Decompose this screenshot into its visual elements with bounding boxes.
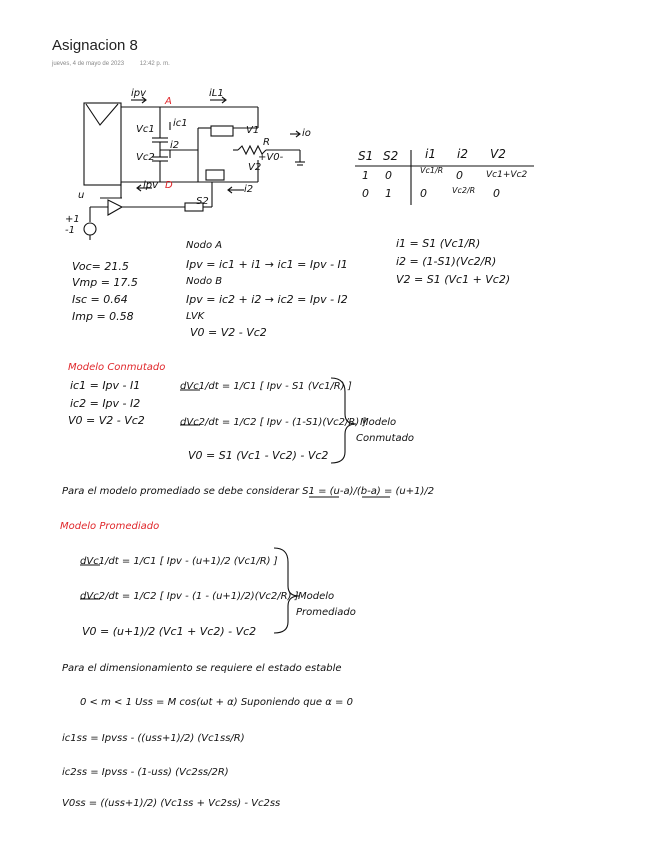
label-v0: +V0- xyxy=(258,152,284,163)
table-header-s1: S1 xyxy=(358,149,374,163)
label-v2: V2 xyxy=(248,162,262,173)
current-i1: i1 = S1 (Vc1/R) xyxy=(396,237,481,250)
table-cell: Vc1/R xyxy=(420,166,444,175)
label-node-a: A xyxy=(165,96,172,107)
steady-eq-1: ic1ss = Ipvss - ((uss+1)/2) (Vc1ss/R) xyxy=(62,733,245,744)
label-s2: S2 xyxy=(196,196,209,207)
table-cell: 0 xyxy=(493,187,500,200)
page-title: Asignacion 8 xyxy=(52,37,138,54)
node-a-equation: Ipv = ic1 + i1 → ic1 = Ipv - I1 xyxy=(186,258,348,271)
table-header-i2: i2 xyxy=(457,147,468,161)
node-b-heading: Nodo B xyxy=(186,276,223,287)
lvk-equation: V0 = V2 - Vc2 xyxy=(190,326,267,339)
table-header-s2: S2 xyxy=(383,149,399,163)
table-cell: 0 xyxy=(362,187,369,200)
switched-brace-label-2: Conmutado xyxy=(356,433,415,444)
steady-condition: 0 < m < 1 Uss = M cos(ωt + α) Suponiendo que α = 0 xyxy=(80,697,353,708)
table-cell: 1 xyxy=(362,169,369,182)
switched-left-2: ic2 = Ipv - I2 xyxy=(70,397,141,410)
table-cell: Vc2/R xyxy=(452,186,476,195)
averaged-model-heading: Modelo Promediado xyxy=(60,521,160,532)
switched-eq-2: dVc2/dt = 1/C2 [ Ipv - (1-S1)(Vc2/R) ] xyxy=(180,417,367,428)
table-cell: Vc1+Vc2 xyxy=(486,170,528,180)
table-cell: 0 xyxy=(420,187,427,200)
steady-eq-2: ic2ss = Ipvss - (1-uss) (Vc2ss/2R) xyxy=(62,767,229,778)
label-v1: V1 xyxy=(246,125,260,136)
label-u: u xyxy=(78,190,85,201)
averaged-eq-2: dVc2/dt = 1/C2 [ Ipv - (1 - (u+1)/2)(Vc2/R) ] xyxy=(80,591,299,602)
node-b-equation: Ipv = ic2 + i2 → ic2 = Ipv - I2 xyxy=(186,293,348,306)
label-r: R xyxy=(263,137,270,148)
label-vc2: Vc2 xyxy=(136,152,155,163)
label-i2-bottom: i2 xyxy=(244,184,254,195)
table-cell: 0 xyxy=(385,169,392,182)
param-imp: Imp = 0.58 xyxy=(72,310,134,323)
averaged-eq-3: V0 = (u+1)/2 (Vc1 + Vc2) - Vc2 xyxy=(82,625,257,638)
label-plus1: +1 xyxy=(65,214,80,225)
steady-eq-3: V0ss = ((uss+1)/2) (Vc1ss + Vc2ss) - Vc2ss xyxy=(62,798,281,809)
steady-state-sentence: Para el dimensionamiento se requiere el estado estable xyxy=(62,663,342,674)
table-header-i1: i1 xyxy=(425,147,436,161)
current-i2: i2 = (1-S1)(Vc2/R) xyxy=(396,255,497,268)
averaged-brace-label-2: Promediado xyxy=(296,607,356,618)
label-ipv-bottom: ipv xyxy=(143,180,159,191)
label-il1: iL1 xyxy=(209,88,224,99)
table-cell: 1 xyxy=(385,187,392,200)
label-ipv: ipv xyxy=(131,88,147,99)
table-cell: 0 xyxy=(456,169,463,182)
page-time: 12:42 p. m. xyxy=(139,61,170,67)
averaged-brace-label-1: Modelo xyxy=(298,591,335,602)
node-a-heading: Nodo A xyxy=(186,240,223,251)
label-minus1: -1 xyxy=(65,225,75,236)
label-node-d: D xyxy=(165,180,173,191)
param-vmp: Vmp = 17.5 xyxy=(72,276,138,289)
voltage-v2: V2 = S1 (Vc1 + Vc2) xyxy=(396,273,511,286)
averaging-sentence: Para el modelo promediado se debe considerar S1 = (u-a)/(b-a) = (u+1)/2 xyxy=(62,486,435,497)
switched-left-1: ic1 = Ipv - I1 xyxy=(70,379,141,392)
label-i2-mid: i2 xyxy=(170,140,180,151)
switched-eq-1: dVc1/dt = 1/C1 [ Ipv - S1 (Vc1/R) ] xyxy=(180,381,352,392)
switched-model-heading: Modelo Conmutado xyxy=(68,362,166,373)
label-io: io xyxy=(302,128,311,139)
label-vc1: Vc1 xyxy=(136,124,155,135)
switched-eq-3: V0 = S1 (Vc1 - Vc2) - Vc2 xyxy=(188,449,329,462)
table-header-v2: V2 xyxy=(490,147,506,161)
param-isc: Isc = 0.64 xyxy=(72,293,128,306)
switched-left-3: V0 = V2 - Vc2 xyxy=(68,414,145,427)
param-voc: Voc= 21.5 xyxy=(72,260,129,273)
page-date: jueves, 4 de mayo de 2023 xyxy=(52,61,125,67)
label-ic1: ic1 xyxy=(173,118,188,129)
lvk-heading: LVK xyxy=(186,311,205,322)
switched-brace-label-1: Modelo xyxy=(360,417,397,428)
averaged-eq-1: dVc1/dt = 1/C1 [ Ipv - (u+1)/2 (Vc1/R) ] xyxy=(80,556,278,567)
